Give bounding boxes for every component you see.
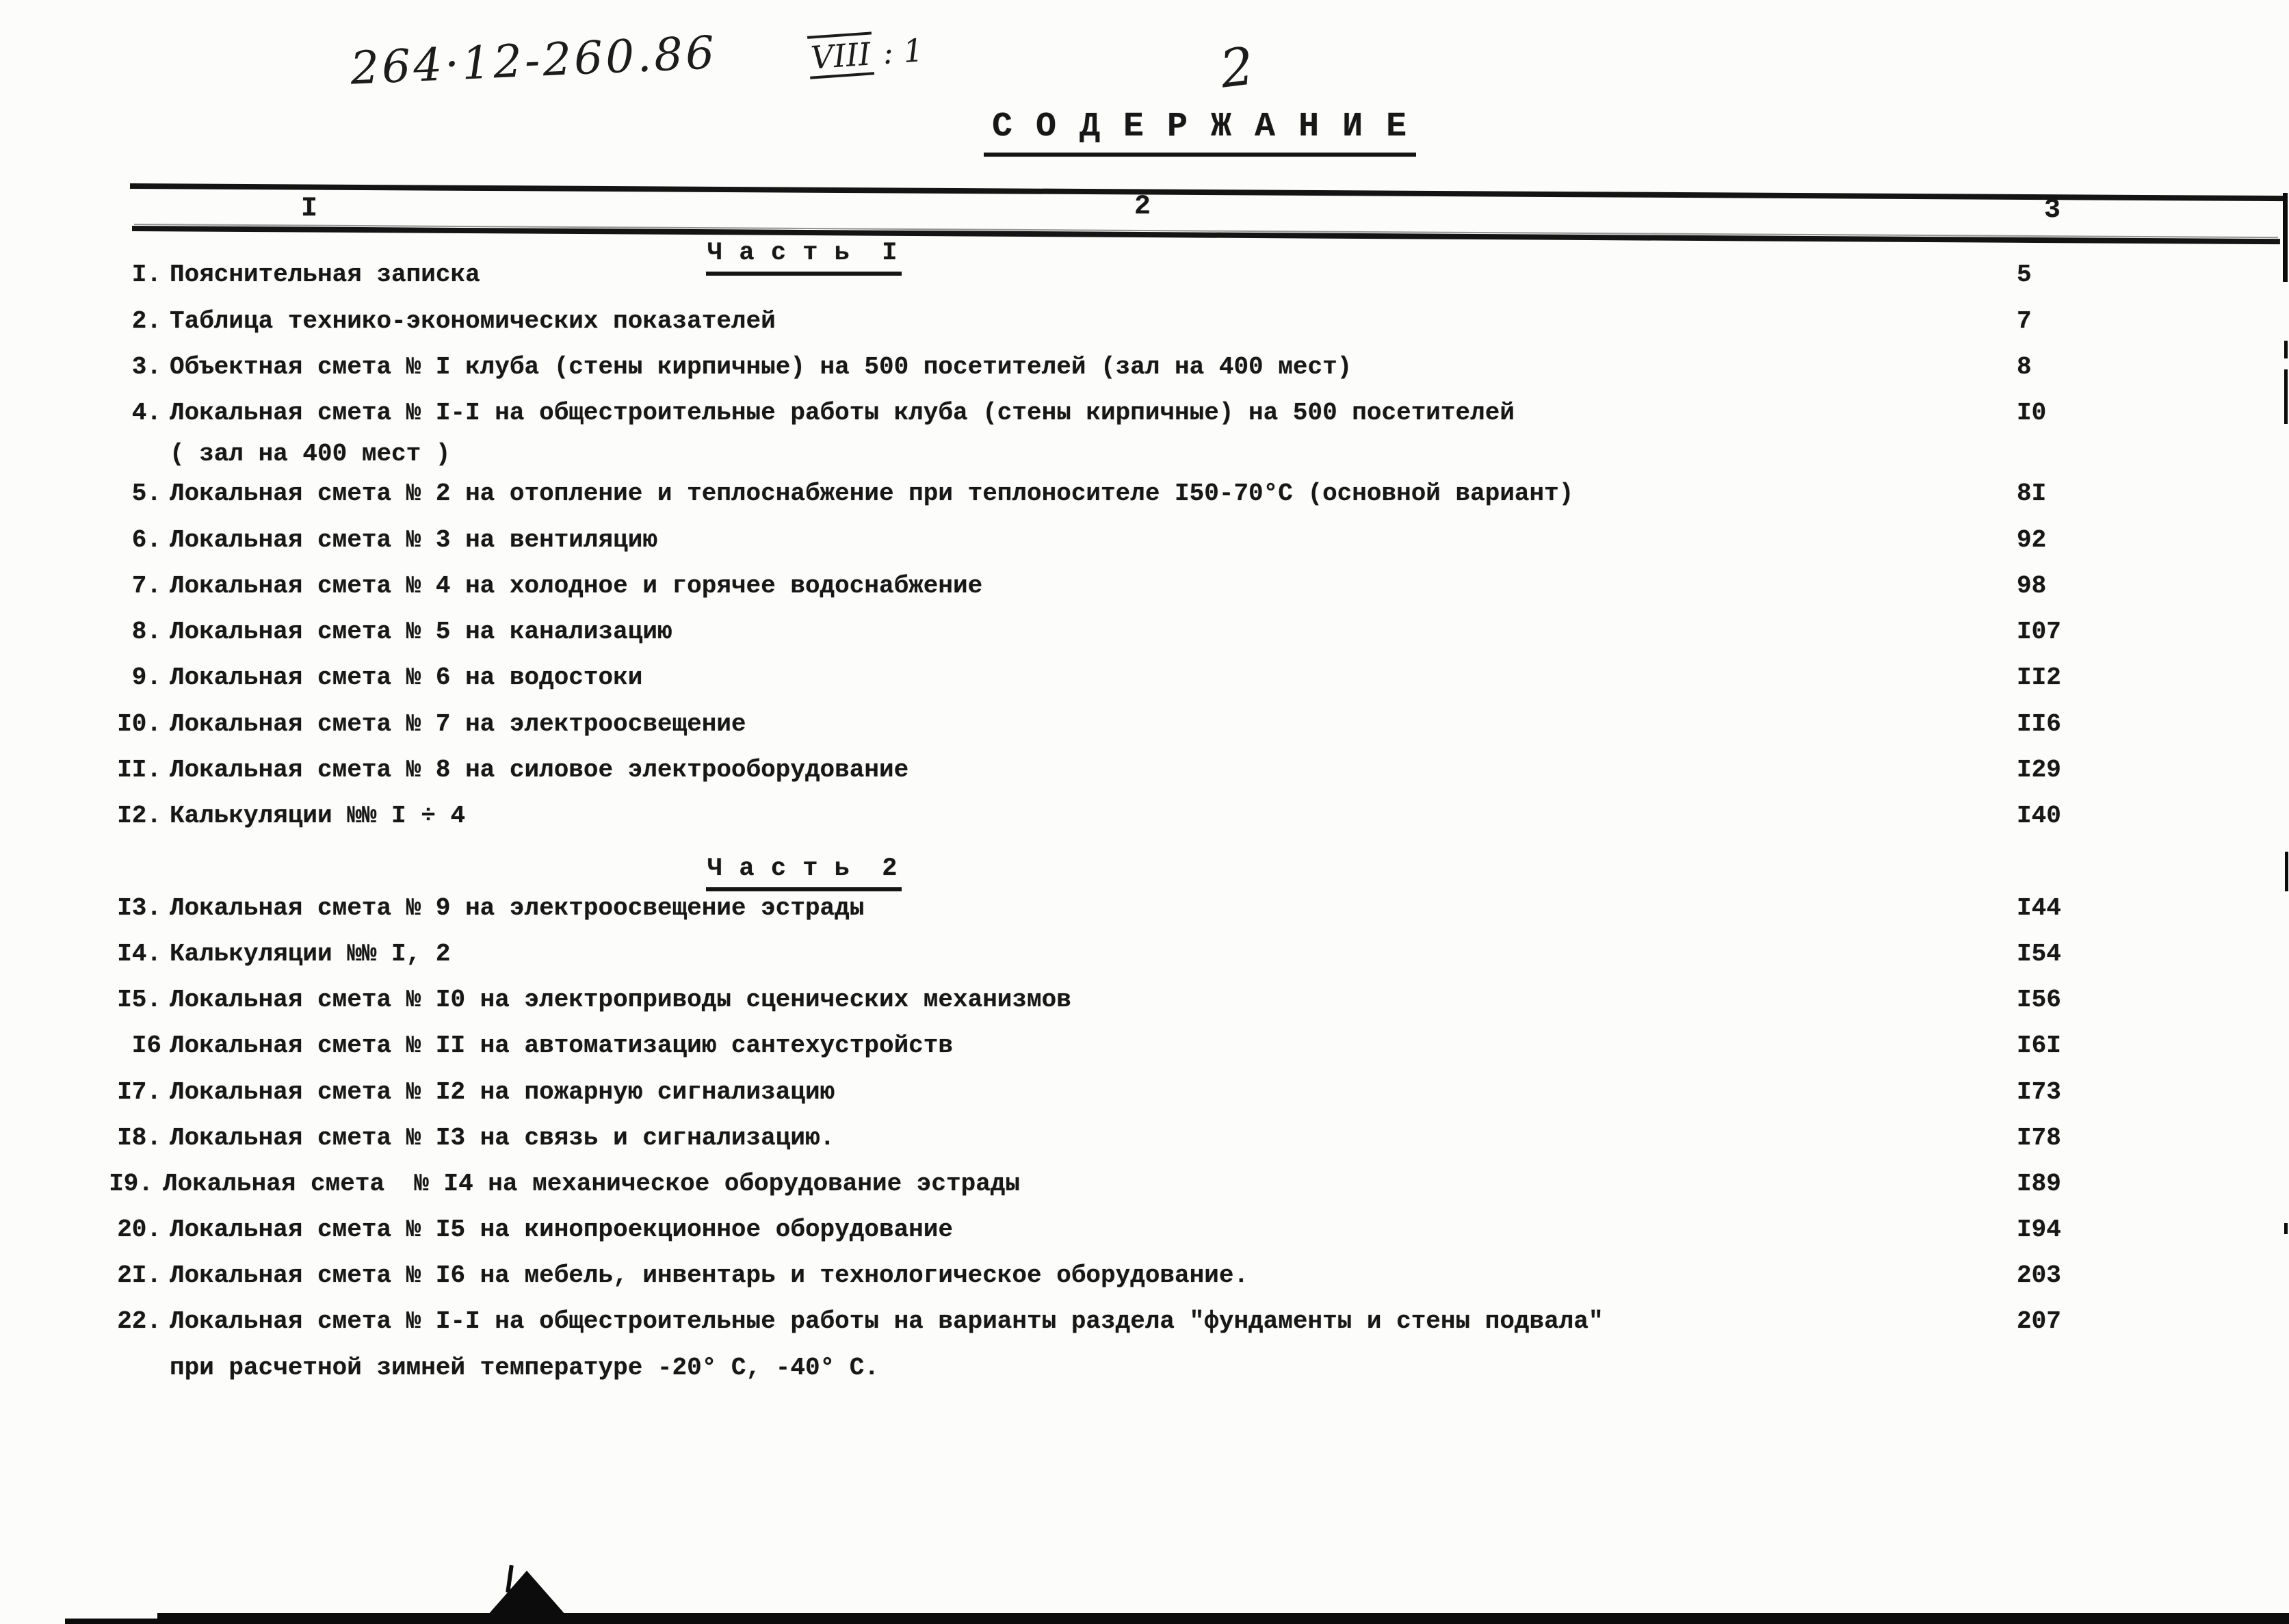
column-header-2: 2 [1134, 192, 1151, 222]
item-number: 20. [117, 1216, 161, 1244]
item-page-number: I73 [2017, 1078, 2061, 1106]
item-page-number: I6I [2017, 1032, 2061, 1060]
toc-row [0, 352, 2289, 384]
item-number: 4. [131, 399, 161, 427]
item-page-number: I44 [2017, 894, 2061, 922]
toc-row [0, 479, 2289, 510]
item-page-number: I94 [2017, 1216, 2061, 1244]
item-title: Локальная смета № 9 на электроосвещение эстрады [170, 894, 865, 922]
handwritten-volume-roman: VIII [807, 31, 874, 79]
item-page-number: 92 [2017, 526, 2047, 554]
item-number: 8. [131, 618, 161, 646]
item-page-number: II6 [2017, 710, 2061, 738]
handwritten-volume-mark [807, 31, 924, 77]
item-title: Локальная смета № II на автоматизацию сантехустройств [170, 1032, 953, 1060]
item-number: 2I. [117, 1261, 161, 1289]
scan-artifact [2284, 1223, 2288, 1234]
item-number: I5. [117, 986, 161, 1014]
item-number: I2. [117, 802, 161, 830]
item-number: I3. [117, 894, 161, 922]
scan-artifact [2285, 852, 2288, 891]
item-page-number: I07 [2017, 618, 2061, 646]
item-title: Локальная смета № I-I на общестроительные работы на варианты раздела "фундаменты и стены подвала" [170, 1307, 1604, 1335]
item-page-number: I78 [2017, 1124, 2061, 1152]
item-number: I7. [117, 1078, 161, 1106]
scan-artifact [2283, 193, 2288, 282]
toc-row [0, 617, 2289, 649]
item-title: Локальная смета № 6 на водостоки [170, 664, 643, 692]
item-number: I8. [117, 1124, 161, 1152]
item-title: Локальная смета № I4 на механическое оборудование эстрады [163, 1170, 1021, 1198]
toc-row [0, 1307, 2289, 1338]
scan-artifact [487, 1571, 566, 1616]
item-title: Локальная смета № 5 на канализацию [170, 618, 672, 646]
item-page-number: 5 [2017, 261, 2032, 289]
toc-row-continuation [0, 439, 2289, 471]
item-title: Локальная смета № I-I на общестроительные работы клуба (стены кирпичные) на 500 посетителей [170, 399, 1515, 427]
toc-row [0, 1261, 2289, 1292]
item-page-number: 8 [2017, 353, 2032, 381]
handwritten-project-code: 264·12-260.86 [349, 26, 718, 95]
item-number: 3. [131, 353, 161, 381]
item-title: Таблица технико-экономических показателей [170, 307, 776, 335]
table-header-top-rule [130, 183, 2284, 201]
toc-row [0, 525, 2289, 557]
item-title: Пояснительная записка [170, 261, 480, 289]
toc-row [0, 755, 2289, 787]
column-header-1: I [301, 194, 318, 224]
toc-row [0, 1031, 2289, 1062]
item-page-number: 203 [2017, 1261, 2061, 1289]
item-number: I0. [117, 710, 161, 738]
scan-artifact [157, 1613, 2289, 1624]
item-title: Калькуляции №№ I ÷ 4 [170, 802, 466, 830]
item-number: 5. [131, 480, 161, 508]
toc-row-continuation [0, 1353, 2289, 1385]
item-page-number: I0 [2017, 399, 2047, 427]
toc-row [0, 893, 2289, 925]
section-heading-part-1: Ч а с т ь I [706, 238, 902, 276]
item-number: I9. [109, 1170, 153, 1198]
item-title-continuation: ( зал на 400 мест ) [170, 440, 451, 468]
item-page-number: I54 [2017, 940, 2061, 968]
item-title: Локальная смета № I5 на кинопроекционное оборудование [170, 1216, 953, 1244]
toc-row [0, 801, 2289, 833]
column-header-3: 3 [2044, 195, 2061, 226]
scan-artifact [2284, 341, 2288, 358]
item-page-number: I40 [2017, 802, 2061, 830]
item-number: 6. [131, 526, 161, 554]
item-number: I6 [131, 1032, 161, 1060]
handwritten-page-number: 2 [1216, 35, 1257, 100]
item-title: Локальная смета № 7 на электроосвещение [170, 710, 746, 738]
item-title: Калькуляции №№ I, 2 [170, 940, 451, 968]
toc-row [0, 306, 2289, 338]
toc-row [0, 1077, 2289, 1109]
item-title: Локальная смета № 4 на холодное и горячее водоснабжение [170, 572, 983, 600]
toc-row [0, 939, 2289, 971]
item-page-number: I56 [2017, 986, 2061, 1014]
item-title-continuation: при расчетной зимней температуре -20° С, -40° С. [170, 1354, 879, 1382]
item-number: 9. [131, 664, 161, 692]
item-number: II. [117, 756, 161, 784]
toc-row [0, 1215, 2289, 1246]
section-heading-part-2: Ч а с т ь 2 [706, 854, 902, 891]
toc-row [0, 1169, 2289, 1201]
item-title: Локальная смета № 3 на вентиляцию [170, 526, 657, 554]
item-page-number: 7 [2017, 307, 2032, 335]
handwritten-volume-rest: : 1 [871, 31, 925, 73]
scan-artifact [2284, 369, 2288, 424]
item-page-number: I29 [2017, 756, 2061, 784]
item-title: Локальная смета № 8 на силовое электрооборудование [170, 756, 909, 784]
item-number: 7. [131, 572, 161, 600]
item-page-number: 207 [2017, 1307, 2061, 1335]
item-page-number: 98 [2017, 572, 2047, 600]
item-title: Локальная смета № I2 на пожарную сигнализацию [170, 1078, 835, 1106]
item-number: I4. [117, 940, 161, 968]
item-title: Локальная смета № 2 на отопление и теплоснабжение при теплоносителе I50-70°С (основной вариант) [170, 480, 1574, 508]
item-number: 2. [131, 307, 161, 335]
toc-row [0, 260, 2289, 291]
item-page-number: II2 [2017, 664, 2061, 692]
item-number: I. [131, 261, 161, 289]
table-header-bottom-rule [132, 226, 2280, 244]
page-title: С О Д Е Р Ж А Н И Е [984, 108, 1416, 157]
item-number: 22. [117, 1307, 161, 1335]
item-title: Локальная смета № I3 на связь и сигнализацию. [170, 1124, 835, 1152]
item-title: Объектная смета № I клуба (стены кирпичные) на 500 посетителей (зал на 400 мест) [170, 353, 1352, 381]
toc-row [0, 709, 2289, 741]
item-title: Локальная смета № I0 на электроприводы сценических механизмов [170, 986, 1071, 1014]
item-title: Локальная смета № I6 на мебель, инвентарь и технологическое оборудование. [170, 1261, 1249, 1289]
item-page-number: 8I [2017, 480, 2047, 508]
toc-row [0, 663, 2289, 694]
toc-row [0, 1123, 2289, 1155]
toc-row [0, 398, 2289, 430]
toc-row [0, 985, 2289, 1017]
item-page-number: I89 [2017, 1170, 2061, 1198]
toc-row [0, 571, 2289, 603]
